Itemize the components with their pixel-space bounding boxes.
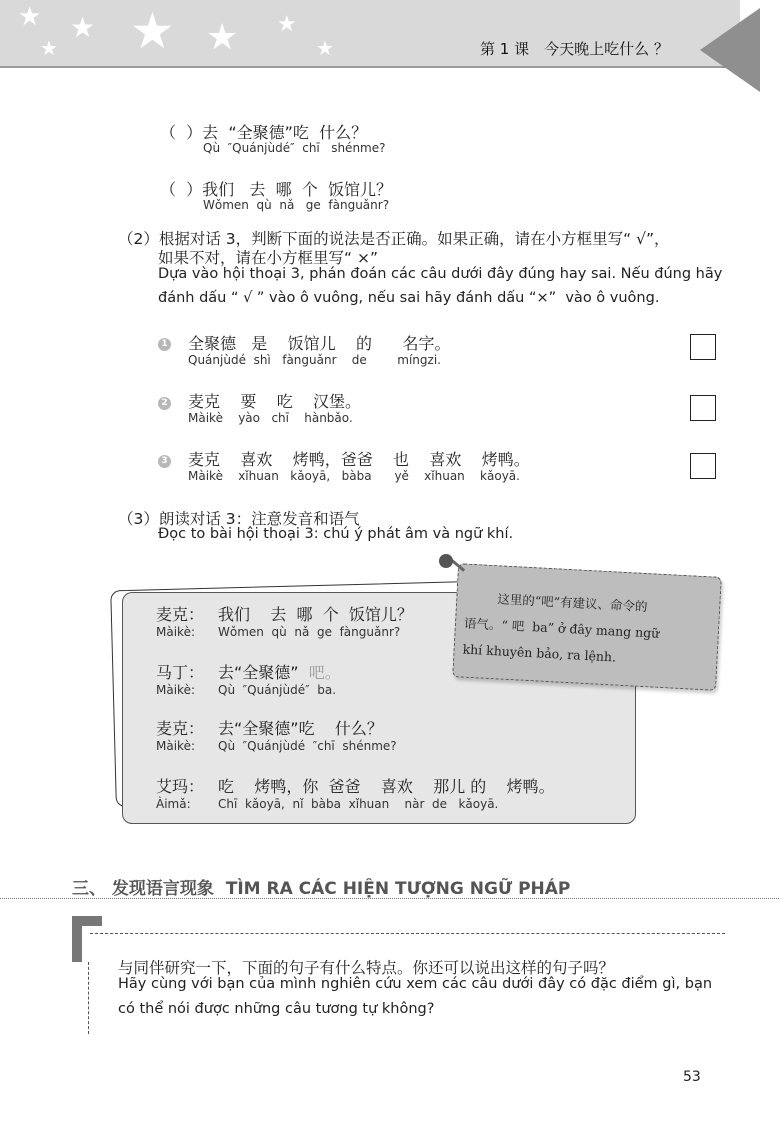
- dashed-frame-left: [88, 962, 89, 1034]
- question-1-hanzi: （ ）去 “全聚德”吃 什么？: [160, 123, 368, 142]
- speaker-name: 马丁：: [156, 663, 205, 682]
- dashed-frame-top: [90, 933, 725, 934]
- speaker-name: 艾玛：: [156, 777, 205, 796]
- speaker-name: 麦克：: [156, 719, 205, 738]
- star-icon: ★: [40, 36, 58, 60]
- question-1-pinyin: Qù ″Quánjùdé″ chī shénme?: [203, 141, 386, 155]
- note-card: [452, 563, 722, 691]
- section-title: 三、 发现语言现象 TÌM RA CÁC HIỆN TƯỢNG NGỮ PHÁP: [72, 879, 571, 899]
- speaker-pinyin: Àimǎ:: [156, 797, 191, 811]
- item-number-badge: 2: [158, 397, 171, 410]
- item-2-hanzi: 麦克 要 吃 汉堡。: [188, 392, 362, 411]
- header-arrow-decoration: [700, 8, 760, 92]
- answer-checkbox-1[interactable]: [690, 334, 716, 360]
- page-number: 53: [683, 1069, 701, 1085]
- star-icon: ★: [18, 2, 42, 32]
- dialogue-line-pinyin: Chī kǎoyā, nǐ bàba xǐhuan nàr de kǎoyā.: [218, 797, 499, 811]
- answer-checkbox-3[interactable]: [690, 453, 716, 479]
- task3-instruction: （3）朗读对话 3：注意发音和语气: [118, 510, 360, 528]
- dialogue-line-hanzi: 去“全聚德”吃 什么？: [218, 719, 383, 738]
- dialogue-line-hanzi: 我们 去 哪 个 饭馆儿？: [218, 605, 413, 624]
- item-3-pinyin: Màikè xǐhuan kǎoyā, bàba yě xǐhuan kǎoyā.: [188, 469, 520, 483]
- discovery-instruction-vn-1: Hãy cùng với bạn của mình nghiên cứu xem các câu dưới đây có đặc điểm gì, bạn: [118, 976, 713, 992]
- item-number-badge: 1: [158, 338, 171, 351]
- item-3-hanzi: 麦克 喜欢 烤鸭，爸爸 也 喜欢 烤鸭。: [188, 450, 530, 469]
- corner-bracket-decoration: [72, 916, 102, 926]
- question-2-hanzi: （ ）我们 去 哪 个 饭馆儿？: [160, 180, 392, 199]
- star-icon: ★: [206, 17, 239, 58]
- star-icon: ★: [316, 36, 334, 60]
- section-divider: [0, 898, 779, 899]
- speaker-pinyin: Màikè:: [156, 625, 195, 639]
- dialogue-line-pinyin: Wǒmen qù nǎ ge fànguǎnr?: [218, 625, 401, 639]
- pushpin-icon: [439, 554, 453, 568]
- emphasis-particle: 吧。: [308, 663, 341, 682]
- item-number-badge: 3: [158, 455, 171, 468]
- dialogue-line-pinyin: Qù ″Quánjùdé″ ba.: [218, 683, 337, 697]
- question-2-pinyin: Wǒmen qù nǎ ge fànguǎnr?: [203, 198, 390, 212]
- star-icon: ★: [130, 2, 175, 60]
- note-line-2: 语气。“ 吧 ba” ở đây mang ngữ: [463, 615, 660, 641]
- star-icon: ★: [277, 12, 297, 37]
- answer-checkbox-2[interactable]: [690, 395, 716, 421]
- lesson-title: 第 1 课 今天晚上吃什么 ？: [480, 40, 669, 58]
- speaker-name: 麦克：: [156, 605, 205, 624]
- task2-vn-line2: đánh dấu “ √ ” vào ô vuông, nếu sai hãy đánh dấu “×” vào ô vuông.: [158, 290, 660, 306]
- item-2-pinyin: Màikè yào chī hànbǎo.: [188, 411, 353, 425]
- dialogue-line-hanzi: 吃 烤鸭，你 爸爸 喜欢 那儿 的 烤鸭。: [218, 777, 555, 796]
- dialogue-line-pinyin: Qù ″Quánjùdé ″chī shénme?: [218, 739, 397, 753]
- note-line-1: 这里的“吧”有建议、命令的: [496, 591, 648, 615]
- speaker-pinyin: Màikè:: [156, 739, 195, 753]
- task3-vn: Đọc to bài hội thoại 3: chú ý phát âm và ngữ khí.: [158, 526, 514, 542]
- item-1-hanzi: 全聚德 是 饭馆儿 的 名字。: [188, 334, 451, 353]
- header-divider: [0, 66, 740, 68]
- discovery-instruction-vn-2: có thể nói được những câu tương tự không?: [118, 1001, 435, 1017]
- speaker-pinyin: Màikè:: [156, 683, 195, 697]
- star-icon: ★: [70, 11, 96, 44]
- task2-instruction-line2: 如果不对，请在小方框里写“ ×”: [158, 249, 378, 267]
- dialogue-line-hanzi: 去“全聚德” 吧。: [218, 663, 341, 682]
- item-1-pinyin: Quánjùdé shì fànguǎnr de míngzi.: [188, 353, 441, 367]
- discovery-instruction-hanzi: 与同伴研究一下，下面的句子有什么特点。你还可以说出这样的句子吗？: [118, 959, 615, 977]
- task2-instruction-line1: （2）根据对话 3，判断下面的说法是否正确。如果正确，请在小方框里写“ √”，: [118, 230, 670, 248]
- task2-vn-line1: Dựa vào hội thoại 3, phán đoán các câu dưới đây đúng hay sai. Nếu đúng hãy: [158, 266, 723, 282]
- note-line-3: khí khuyên bảo, ra lệnh.: [462, 641, 617, 665]
